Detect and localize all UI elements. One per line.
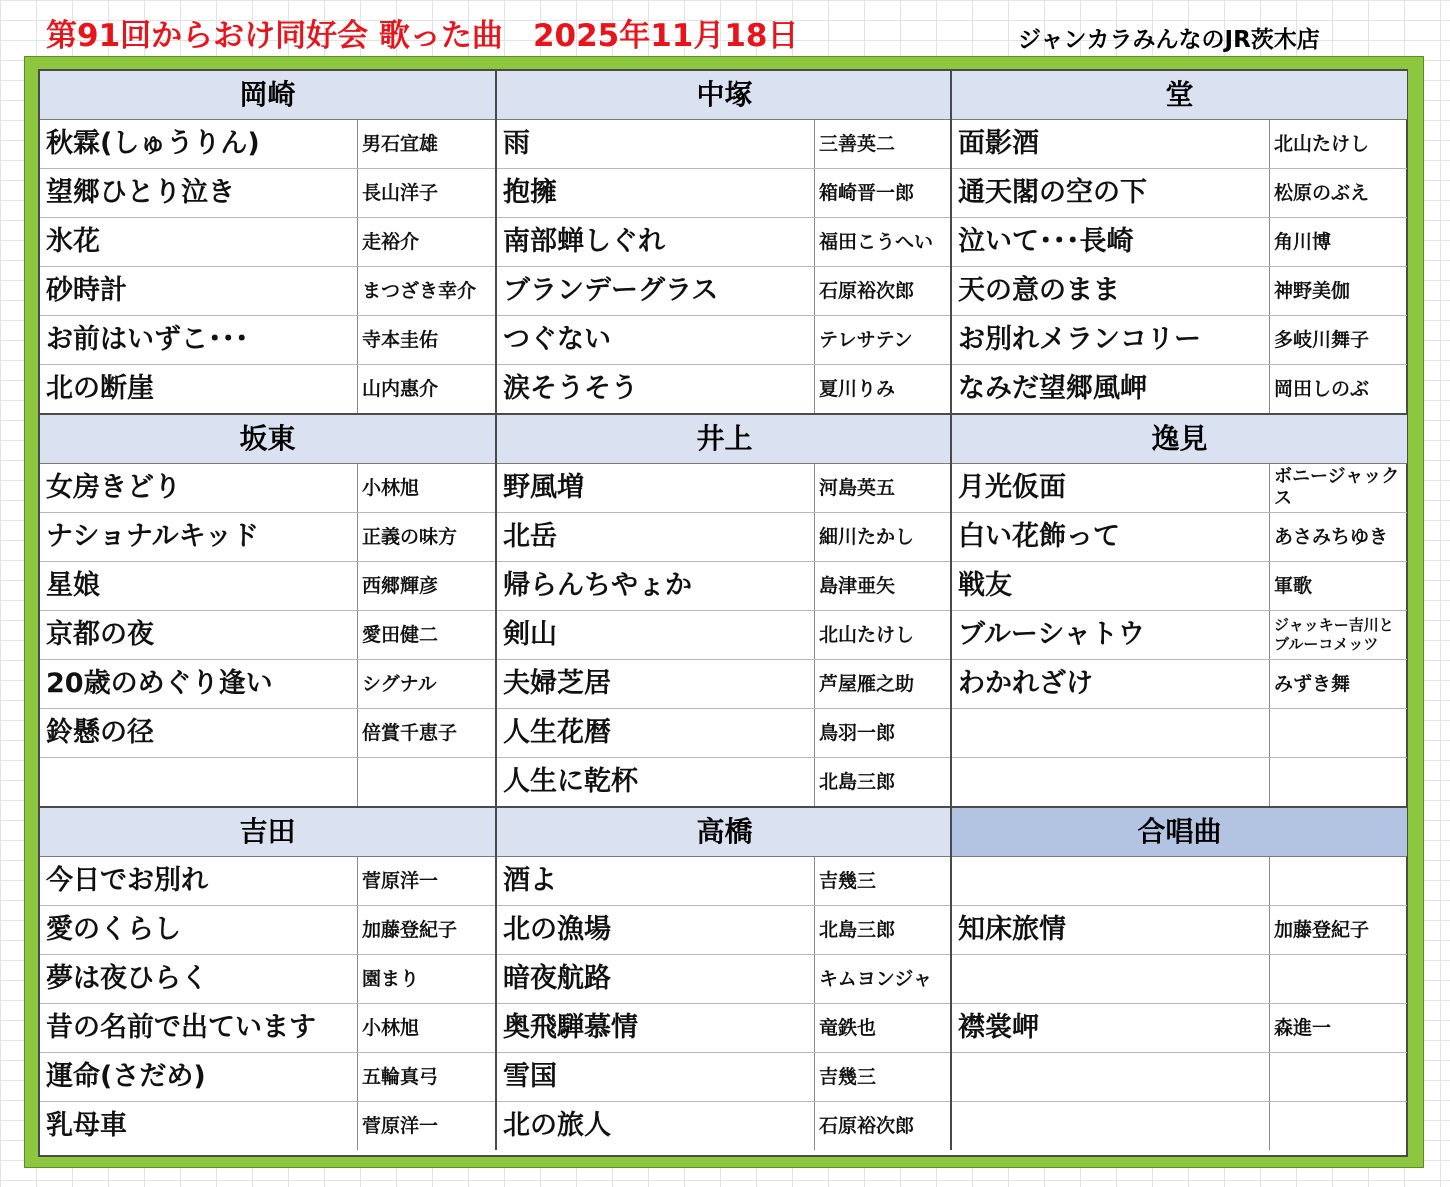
song-title xyxy=(40,758,358,806)
song-row xyxy=(40,955,495,1004)
artist-name: 軍歌 xyxy=(1274,575,1313,597)
artist-name: 石原裕次郎 xyxy=(819,1115,915,1137)
singer-name: 坂東 xyxy=(40,415,495,464)
artist-name: 吉幾三 xyxy=(819,870,877,892)
song-title xyxy=(952,709,1270,757)
song-row xyxy=(40,1053,495,1102)
song-title: ナショナルキッド xyxy=(40,513,358,561)
song-title: 奥飛騨慕情 xyxy=(497,1004,815,1052)
artist-name: 愛田健二 xyxy=(362,624,439,646)
song-title: 夫婦芝居 xyxy=(497,660,815,708)
artist-name: 箱崎晋一郎 xyxy=(819,182,915,204)
artist-name: 岡田しのぶ xyxy=(1274,378,1370,400)
song-title: 野風増 xyxy=(497,464,815,512)
song-title: 月光仮面 xyxy=(952,464,1270,512)
artist-name: 西郷輝彦 xyxy=(362,575,439,597)
artist-name: 北山たけし xyxy=(819,624,915,646)
artist-name: 北島三郎 xyxy=(819,771,896,793)
artist-name: 菅原洋一 xyxy=(362,1115,439,1137)
song-row xyxy=(952,513,1407,562)
artist-name: 北山たけし xyxy=(1274,133,1370,155)
artist-name xyxy=(1270,1053,1407,1101)
song-row xyxy=(40,464,495,513)
artist-name: 加藤登紀子 xyxy=(1274,919,1370,941)
song-row xyxy=(40,218,495,267)
song-title xyxy=(952,758,1270,806)
song-row xyxy=(497,660,952,709)
artist-name: テレサテン xyxy=(819,329,913,351)
singer-block xyxy=(952,413,1407,806)
song-row xyxy=(497,857,952,906)
song-title: 砂時計 xyxy=(40,267,358,315)
artist-name: 小林旭 xyxy=(362,477,420,499)
song-title: 人生花暦 xyxy=(497,709,815,757)
artist-name: 芦屋雁之助 xyxy=(819,673,915,695)
song-row xyxy=(952,906,1407,955)
song-title: 運命(さだめ) xyxy=(40,1053,358,1101)
artist-name: 五輪真弓 xyxy=(362,1066,439,1088)
song-row xyxy=(40,709,495,758)
song-title: 襟裳岬 xyxy=(952,1004,1270,1052)
artist-name: 加藤登紀子 xyxy=(362,919,458,941)
column-2 xyxy=(495,71,952,1150)
song-row xyxy=(40,1004,495,1053)
column-1 xyxy=(40,71,495,1150)
song-title: 女房きどり xyxy=(40,464,358,512)
song-title: 通天閣の空の下 xyxy=(952,169,1270,217)
song-row xyxy=(952,169,1407,218)
song-title: 20歳のめぐり逢い xyxy=(40,660,358,708)
song-row xyxy=(952,1102,1407,1150)
song-row xyxy=(497,1102,952,1150)
song-row xyxy=(40,365,495,413)
song-row xyxy=(40,857,495,906)
song-row xyxy=(952,660,1407,709)
song-row xyxy=(952,120,1407,169)
singer-name: 岡崎 xyxy=(40,71,495,120)
artist-name: ジャッキー吉川とブルーコメッツ xyxy=(1274,616,1394,653)
singer-block xyxy=(952,71,1407,413)
song-row xyxy=(40,120,495,169)
artist-name: 夏川りみ xyxy=(819,378,896,400)
song-row xyxy=(497,562,952,611)
song-row xyxy=(952,267,1407,316)
artist-name: 石原裕次郎 xyxy=(819,280,915,302)
artist-name: 北島三郎 xyxy=(819,919,896,941)
song-row xyxy=(40,562,495,611)
singer-block xyxy=(40,413,495,806)
singer-block xyxy=(40,71,495,413)
song-row xyxy=(497,709,952,758)
artist-name xyxy=(1270,758,1407,806)
song-row xyxy=(952,1004,1407,1053)
song-title: 鈴懸の径 xyxy=(40,709,358,757)
song-row xyxy=(40,660,495,709)
song-title: 人生に乾杯 xyxy=(497,758,815,806)
song-title: 昔の名前で出ています xyxy=(40,1004,358,1052)
artist-name: キムヨンジャ xyxy=(819,968,932,990)
artist-name: 多岐川舞子 xyxy=(1274,329,1370,351)
song-row xyxy=(497,611,952,660)
song-row xyxy=(952,857,1407,906)
song-title: 星娘 xyxy=(40,562,358,610)
song-title: 白い花飾って xyxy=(952,513,1270,561)
song-title: 南部蝉しぐれ xyxy=(497,218,815,266)
song-row xyxy=(497,169,952,218)
song-row xyxy=(40,1102,495,1150)
song-row xyxy=(497,1053,952,1102)
singer-name: 逸見 xyxy=(952,415,1407,464)
song-title: 面影酒 xyxy=(952,120,1270,168)
song-title: 愛のくらし xyxy=(40,906,358,954)
page-title xyxy=(46,14,799,58)
song-row xyxy=(40,316,495,365)
artist-name: 島津亜矢 xyxy=(819,575,896,597)
song-row xyxy=(952,218,1407,267)
song-title: わかれざけ xyxy=(952,660,1270,708)
song-row xyxy=(497,218,952,267)
artist-name: 男石宜雄 xyxy=(362,133,439,155)
song-title: 今日でお別れ xyxy=(40,857,358,905)
artist-name: ボニージャックス xyxy=(1274,466,1400,509)
song-row xyxy=(952,611,1407,660)
artist-name xyxy=(1270,857,1407,905)
song-row xyxy=(952,709,1407,758)
song-row xyxy=(952,758,1407,806)
artist-name: シグナル xyxy=(362,673,437,695)
song-title: 帰らんちやょか xyxy=(497,562,815,610)
song-title: 京都の夜 xyxy=(40,611,358,659)
artist-name: 三善英二 xyxy=(819,133,896,155)
song-row xyxy=(497,758,952,806)
singer-name: 高橋 xyxy=(497,808,952,857)
artist-name: 倍賞千恵子 xyxy=(362,722,458,744)
song-row xyxy=(952,316,1407,365)
artist-name: 園まり xyxy=(362,968,420,990)
artist-name: 細川たかし xyxy=(819,526,915,548)
event-date: 2025年11月18日 xyxy=(532,18,799,54)
artist-name xyxy=(1270,1102,1407,1150)
song-row xyxy=(952,464,1407,513)
song-title: 雨 xyxy=(497,120,815,168)
song-title xyxy=(952,1102,1270,1150)
song-title: 天の意のまま xyxy=(952,267,1270,315)
artist-name: 吉幾三 xyxy=(819,1066,877,1088)
song-title: お別れメランコリー xyxy=(952,316,1270,364)
artist-name: 鳥羽一郎 xyxy=(819,722,896,744)
artist-name xyxy=(358,758,495,806)
artist-name: 河島英五 xyxy=(819,477,896,499)
song-row xyxy=(497,464,952,513)
artist-name: 正義の味方 xyxy=(362,526,458,548)
song-row xyxy=(40,758,495,806)
artist-name: 神野美伽 xyxy=(1274,280,1351,302)
singer-name: 吉田 xyxy=(40,808,495,857)
singer-block xyxy=(952,806,1407,1150)
singer-name: 井上 xyxy=(497,415,952,464)
song-title: 夢は夜ひらく xyxy=(40,955,358,1003)
song-title: 雪国 xyxy=(497,1053,815,1101)
song-title: 北の旅人 xyxy=(497,1102,815,1150)
song-row xyxy=(497,955,952,1004)
song-row xyxy=(40,267,495,316)
song-title xyxy=(952,857,1270,905)
song-title: つぐない xyxy=(497,316,815,364)
song-title: 剣山 xyxy=(497,611,815,659)
song-row xyxy=(497,120,952,169)
artist-name: 竜鉄也 xyxy=(819,1017,877,1039)
song-title: 北岳 xyxy=(497,513,815,561)
artist-name: みずき舞 xyxy=(1274,673,1351,695)
singer-block xyxy=(40,806,495,1150)
song-title: 乳母車 xyxy=(40,1102,358,1150)
store-name: ジャンカラみんなのJR茨木店 xyxy=(1018,27,1320,53)
song-title xyxy=(952,955,1270,1003)
song-title: 北の漁場 xyxy=(497,906,815,954)
artist-name: 山内惠介 xyxy=(362,378,439,400)
song-title: 北の断崖 xyxy=(40,365,358,413)
singer-block xyxy=(497,806,952,1150)
song-title: 暗夜航路 xyxy=(497,955,815,1003)
singer-name: 堂 xyxy=(952,71,1407,120)
song-row xyxy=(40,169,495,218)
event-title: 第91回からおけ同好会 歌った曲 xyxy=(46,18,503,54)
singer-name: 合唱曲 xyxy=(952,808,1407,857)
artist-name: 森進一 xyxy=(1274,1017,1332,1039)
song-title: 氷花 xyxy=(40,218,358,266)
artist-name: 走裕介 xyxy=(362,231,420,253)
song-row xyxy=(952,955,1407,1004)
artist-name: まつざき幸介 xyxy=(362,280,477,302)
song-row xyxy=(497,365,952,413)
song-row xyxy=(40,906,495,955)
song-row xyxy=(952,1053,1407,1102)
song-title: 秋霖(しゅうりん) xyxy=(40,120,358,168)
song-title: お前はいずこ･･･ xyxy=(40,316,358,364)
song-title: 抱擁 xyxy=(497,169,815,217)
song-title xyxy=(952,1053,1270,1101)
song-row xyxy=(40,611,495,660)
song-row xyxy=(497,267,952,316)
column-3 xyxy=(950,71,1407,1150)
song-title: 酒よ xyxy=(497,857,815,905)
song-row xyxy=(952,562,1407,611)
singer-block xyxy=(497,413,952,806)
song-title: 戦友 xyxy=(952,562,1270,610)
artist-name: 菅原洋一 xyxy=(362,870,439,892)
artist-name: 小林旭 xyxy=(362,1017,420,1039)
song-row xyxy=(497,906,952,955)
artist-name: 福田こうへい xyxy=(819,231,934,253)
artist-name: 長山洋子 xyxy=(362,182,439,204)
singer-name: 中塚 xyxy=(497,71,952,120)
song-row xyxy=(497,513,952,562)
artist-name xyxy=(1270,709,1407,757)
song-title: 望郷ひとり泣き xyxy=(40,169,358,217)
song-title: 泣いて･･･長崎 xyxy=(952,218,1270,266)
artist-name: あさみちゆき xyxy=(1274,526,1389,548)
song-row xyxy=(40,513,495,562)
song-title: 知床旅情 xyxy=(952,906,1270,954)
song-row xyxy=(497,316,952,365)
artist-name: 寺本圭佑 xyxy=(362,329,439,351)
song-list-table xyxy=(38,69,1408,1157)
song-row xyxy=(497,1004,952,1053)
song-title: ブルーシャトウ xyxy=(952,611,1270,659)
singer-block xyxy=(497,71,952,413)
artist-name xyxy=(1270,955,1407,1003)
song-title: なみだ望郷風岬 xyxy=(952,365,1270,413)
artist-name: 角川博 xyxy=(1274,231,1332,253)
song-title: 涙そうそう xyxy=(497,365,815,413)
song-title: ブランデーグラス xyxy=(497,267,815,315)
song-row xyxy=(952,365,1407,413)
artist-name: 松原のぶえ xyxy=(1274,182,1370,204)
